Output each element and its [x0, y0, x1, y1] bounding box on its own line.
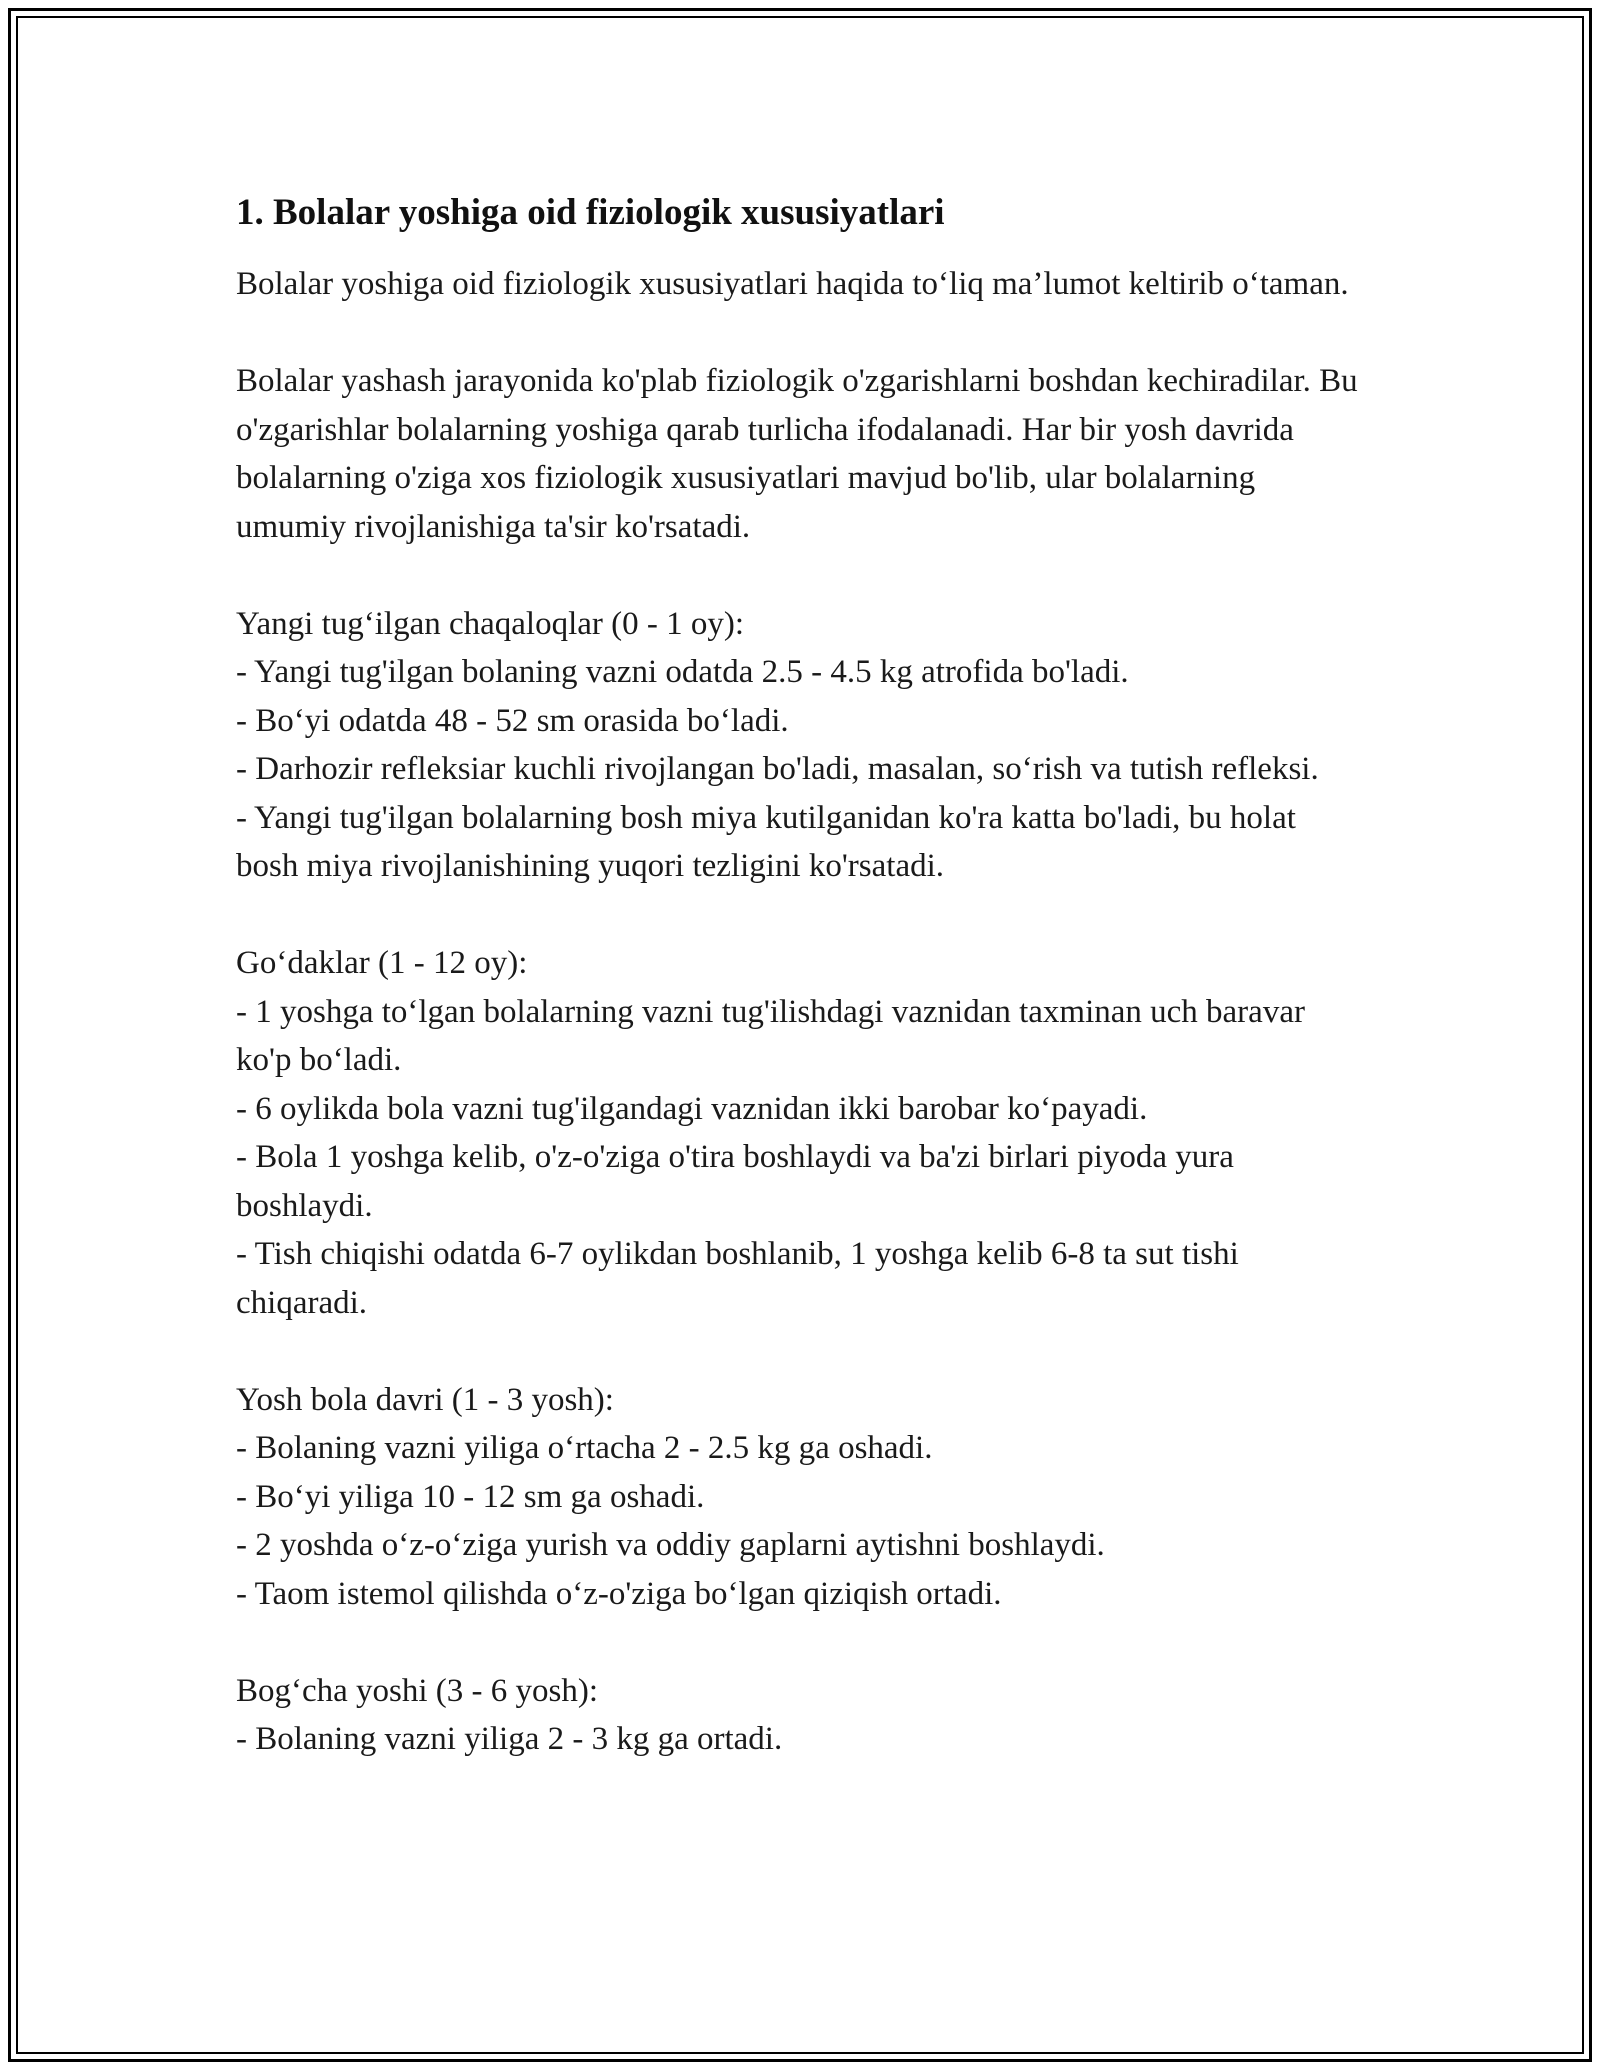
document-body: [236, 188, 1366, 1764]
list-item: - Yangi tug'ilgan bolaning vazni odatda 2.5 - 4.5 kg atrofida bo'ladi.: [236, 654, 1129, 690]
section-newborns: [236, 600, 1366, 891]
list-item: - Bolaning vazni yiliga o‘rtacha 2 - 2.5 kg ga oshadi.: [236, 1430, 933, 1466]
overview-paragraph: Bolalar yashash jarayonida ko'plab fiziologik o'zgarishlarni boshdan kechiradilar. Bu o'zgarishlar bolalarning yoshiga qarab turlicha ifodalanadi. Har bir yosh davrida bolalarning o'ziga xos fiziologik xususiyatlari mavjud bo'lib, ular bolalarning umumiy rivojlanishiga ta'sir ko'rsatadi.: [236, 363, 1358, 545]
section-title: Go‘daklar (1 - 12 oy):: [236, 945, 528, 981]
list-item: - Tish chiqishi odatda 6-7 oylikdan boshlanib, 1 yoshga kelib 6-8 ta sut tishi chiqaradi.: [236, 1236, 1239, 1321]
list-item: - Bo‘yi odatda 48 - 52 sm orasida bo‘ladi.: [236, 702, 789, 739]
list-item: - Taom istemol qilishda o‘z-o'ziga bo‘lgan qiziqish ortadi.: [236, 1575, 1002, 1612]
list-item: - Bo‘yi yiliga 10 - 12 sm ga oshadi.: [236, 1478, 705, 1515]
list-item: - Yangi tug'ilgan bolalarning bosh miya kutilganidan ko'ra katta bo'ladi, bu holat bosh miya rivojlanishining yuqori tezligini ko'rsatadi.: [236, 799, 1296, 884]
overview-section: [236, 357, 1366, 551]
section-title: Yosh bola davri (1 - 3 yosh):: [236, 1381, 614, 1418]
list-item: - Darhozir refleksiar kuchli rivojlangan bo'ladi, masalan, so‘rish va tutish refleksi.: [236, 751, 1319, 787]
list-item: - Bola 1 yoshga kelib, o'z-o'ziga o'tira boshlaydi va ba'zi birlari piyoda yura boshlaydi.: [236, 1139, 1234, 1224]
list-item: - Bolaning vazni yiliga 2 - 3 kg ga ortadi.: [236, 1721, 783, 1757]
section-infants: [236, 939, 1366, 1327]
section-preschool: [236, 1667, 1366, 1764]
section-title: Yangi tug‘ilgan chaqaloqlar (0 - 1 oy):: [236, 605, 745, 642]
list-item: - 2 yoshda o‘z-o‘ziga yurish va oddiy gaplarni aytishni boshlaydi.: [236, 1527, 1105, 1563]
intro-paragraph: Bolalar yoshiga oid fiziologik xususiyatlari haqida to‘liq ma’lumot keltirib o‘taman.: [236, 266, 1349, 302]
list-item: - 6 oylikda bola vazni tug'ilgandagi vaznidan ikki barobar ko‘payadi.: [236, 1090, 1148, 1127]
page-title: 1. Bolalar yoshiga oid fiziologik xususiyatlari: [236, 192, 945, 233]
list-item: - 1 yoshga to‘lgan bolalarning vazni tug'ilishdagi vaznidan taxminan uch baravar ko'p bo‘ladi.: [236, 993, 1305, 1078]
section-title: Bog‘cha yoshi (3 - 6 yosh):: [236, 1672, 599, 1709]
section-toddlers: [236, 1376, 1366, 1619]
